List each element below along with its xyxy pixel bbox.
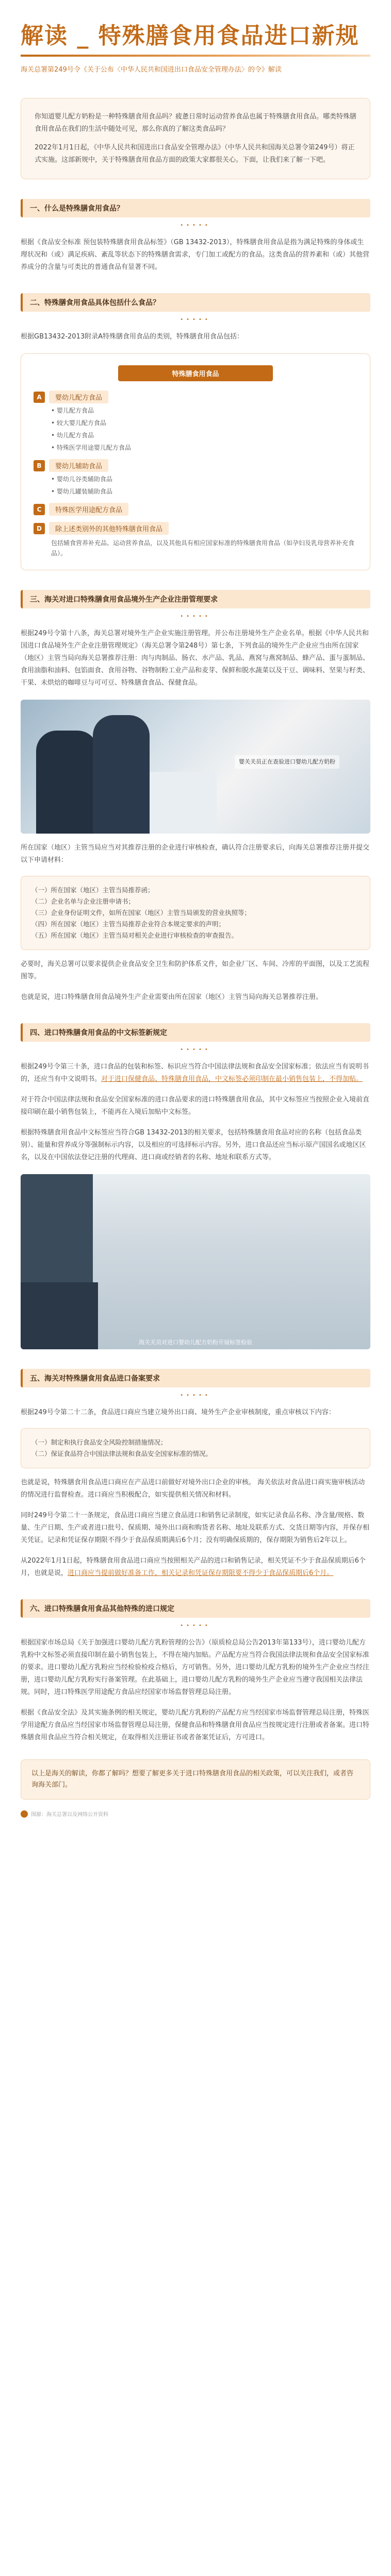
category-letter-badge: C (34, 504, 45, 515)
section-divider-dots: ••••• (180, 1047, 211, 1053)
section-paragraph: 根据《食品安全标准 预包装特殊膳食用食品标签》（GB 13432-2013），特殊膳食用食品是指为满足特殊的身体或生理状况和（或）满足疾病、紊乱等状态下的特殊膳食需求，专门加工或配方的食品。这类食品的营养素和（或）其他营养成分的含量与可类比的普通食品有显著不同。 (21, 239, 370, 271)
section-heading: 四、进口特殊膳食用食品的中文标签新规定 (21, 1023, 370, 1042)
section-divider-dots: ••••• (180, 614, 211, 619)
intro-paragraph-2: 2022年1月1日起，《中华人民共和国进出口食品安全管理办法》（中华人民共和国海关总署令第249号）将正式实施。这部新规中，关于特殊膳食用食品方面的政策大家都很关心。下面，让我们来了解一下吧。 (35, 144, 355, 164)
closing-note: 以上是海关的解读，你都了解吗？想要了解更多关于进口特殊膳食用食品的相关政策，可以关注我们，或者咨询海关部门。 (21, 1759, 370, 1800)
category-title: 除上述类别外的其他特殊膳食用食品 (49, 522, 169, 535)
section-paragraph: 对于符合中国法律法规和食品安全国家标准的进口食品要求的进口特殊膳食用食品，其中文标签应当按照企业入境前直接印刷在最小销售包装上，不能再在入境后加贴中文标签。 (21, 1096, 370, 1116)
section-divider-dots: ••••• (180, 1393, 211, 1398)
officer-figure (36, 731, 98, 834)
section-registration (21, 590, 370, 1004)
category-subitem: • 幼儿配方食品 (51, 432, 94, 439)
category-subitem: • 婴幼儿罐装辅助食品 (51, 488, 112, 495)
category-description: 包括辅食营养补充品、运动营养食品，以及其他具有相应国家标准的特殊膳食用食品（如孕妇及乳母营养补充食品）。 (51, 539, 355, 557)
category-item-b (34, 459, 357, 497)
category-subitem: • 较大婴儿配方食品 (51, 419, 106, 427)
title-underline (21, 55, 370, 57)
paragraph-text: 从2022年1月1日起，特殊膳食用食品进口商应当按照相关产品的进口和销售记录，相关凭证不少于食品保质期后6个月，也就是说， (21, 1557, 366, 1577)
section-paragraph: 根据249号令第二十二条，食品进口商应当建立境外出口商、境外生产企业审核制度，重点审核以下内容： (21, 1409, 335, 1416)
customs-inspection-photo (21, 700, 370, 834)
footer-source: 图源：海关总署以及网络公开资料 (31, 1812, 108, 1818)
section-paragraph: 同时249号令第二十一条规定，食品进口商应当建立食品进口和销售记录制度，如实记录食品名称、净含量/规格、数量、生产日期、生产或者进口批号、保质期、境外出口商和购货者名称、地址及联系方式、交货日期等内容，并保存相关凭证。记录和凭证保存期限不得少于食品保质期满后6个月；没有明确保质期的，保存期限为销售后2年以上。 (21, 1512, 370, 1544)
category-box-heading: 特殊膳食用食品 (118, 365, 273, 381)
photo-caption: 婴关关员正在查验进口婴幼儿配方奶粉 (235, 755, 339, 769)
source-icon (21, 1810, 28, 1818)
section-paragraph: 也就是说，进口特殊膳食用食品境外生产企业需要由所在国家（地区）主管当局向海关总署推荐注册。 (21, 993, 323, 1001)
section-heading: 一、什么是特殊膳食用食品？ (21, 199, 370, 217)
category-item-c (34, 503, 357, 516)
paragraph-text: 根据249号令第三十条，进口食品的包装和标签、标识应当符合中国法律法规和食品安全国家标准；依法应当有说明书的，还应当有中文说明书。 (21, 1063, 369, 1083)
requirements-list (21, 876, 370, 950)
category-letter-badge: A (34, 392, 45, 403)
category-box (21, 353, 370, 570)
page-title: 解读 _ 特殊膳食用食品进口新规 (21, 23, 360, 49)
section-paragraph: 根据《食品安全法》及其实施条例的相关规定，婴幼儿配方乳粉的产品配方应当经国家市场监督管理总局注册，特殊医学用途配方食品应当经国家市场监督管理总局注册，保健食品和特殊膳食用食品应当按规定进行注册或者备案。进口特殊膳食用食品应当符合相关规定，在取得相关注册证书或者备案凭证后，方可进口。 (21, 1709, 370, 1741)
section-divider-dots: ••••• (180, 1623, 211, 1629)
list-item: （一）制定和执行食品安全风险控制措施情况； (31, 1438, 167, 1446)
section-labeling (21, 1023, 370, 1349)
section-paragraph: 根据国家市场总局《关于加强进口婴幼儿配方乳粉管理的公告》（原质检总局公告2013年第133号），进口婴幼儿配方乳粉中文标签必须直接印制在最小销售包装上，不得在境内加贴。产品配方应当符合我国法律法规和食品安全国家标准的要求。进口婴幼儿配方乳粉应当经检验检疫合格后，方可销售。另外，进口婴幼儿配方乳粉的境外生产企业应当经注册，进口婴幼儿配方乳粉实行备案管理。在此基础上，进口婴幼儿配方乳粉的境外生产企业应当遵守我国相关法律法规。同时，进口特殊医学用途配方食品应经国家市场监督管理总局注册。 (21, 1639, 370, 1696)
section-paragraph (21, 1061, 370, 1086)
photo-caption: 海关关员对进口婴幼儿配方奶粉开展标签检验 (139, 1339, 252, 1346)
product-boxes (150, 772, 217, 834)
list-item: （二）企业名单与企业注册申请书； (31, 897, 135, 905)
category-title: 婴幼儿辅助食品 (49, 459, 108, 472)
highlighted-text: 进口商应当提前做好准备工作，相关记录和凭证保存期限要不得少于食品保质期后6个月。 (68, 1569, 334, 1577)
category-title: 婴幼儿配方食品 (49, 391, 108, 403)
section-heading: 六、进口特殊膳食用食品其他特殊的进口规定 (21, 1599, 370, 1618)
section-heading: 三、海关对进口特殊膳食用食品境外生产企业注册管理要求 (21, 590, 370, 608)
section-categories (21, 293, 370, 570)
category-item-a (34, 391, 357, 453)
audit-list (21, 1428, 370, 1468)
page-subtitle: 海关总署第249号令《关于公布〈中华人民共和国进出口食品安全管理办法〉的令》解读 (21, 66, 282, 74)
footer (21, 1810, 370, 1818)
intro-paragraph-1: 你知道婴儿配方奶粉是一种特殊膳食用食品吗？疲惫日常时运动营养食品也属于特殊膳食用食品。哪类特殊膳食用食品在我们的生活中随处可见，那么你真的了解这类食品吗？ (35, 113, 357, 133)
list-item: （一）所在国家（地区）主管当局推荐函； (31, 886, 154, 894)
list-item: （四）所在国家（地区）主管当局推荐企业符合本规定要求的声明； (31, 920, 225, 928)
category-letter-badge: D (34, 523, 45, 534)
section-paragraph: 根据GB13432-2013附录A特殊膳食用食品的类别，特殊膳食用食品包括： (21, 333, 244, 341)
section-divider-dots: ••••• (180, 223, 211, 228)
section-heading: 二、特殊膳食用食品具体包括什么食品？ (21, 293, 370, 312)
section-importer-records (21, 1369, 370, 1580)
section-paragraph: 所在国家（地区）主管当局应当对其推荐注册的企业进行审核检查，确认符合注册要求后，向海关总署推荐注册并提交以下申请材料： (21, 844, 370, 864)
officer-figure (93, 715, 150, 834)
category-subitem: • 婴儿配方食品 (51, 407, 94, 414)
section-other-rules (21, 1599, 370, 1744)
section-paragraph: 必要时，海关总署可以要求提供企业食品安全卫生和防护体系文件，如企业厂区、车间、冷库的平面图，以及工艺流程图等。 (21, 960, 370, 980)
officer-figure (21, 1174, 93, 1282)
intro-box (21, 98, 370, 179)
label-inspection-photo (21, 1174, 370, 1349)
section-paragraph: 根据特殊膳食用食品中文标签应当符合GB 13432-2013的相关要求，包括特殊膳食用食品对应的名称（包括食品类别）、能量和营养成分等强制标示内容，以及相应的可选择标示内容。另外，进口食品还应当标示原产国国名或地区区名，以及在中国依法登记注册的代理商、进口商或经销者的名称、地址和联系方式等。 (21, 1129, 366, 1161)
section-divider-dots: ••••• (180, 317, 211, 323)
category-subitem: • 婴幼儿谷类辅助食品 (51, 476, 112, 483)
section-heading: 五、海关对特殊膳食用食品进口备案要求 (21, 1369, 370, 1387)
list-item: （二）保证食品符合中国法律法规和食品安全国家标准的情况。 (31, 1450, 213, 1458)
category-letter-badge: B (34, 460, 45, 471)
category-subitem: • 特殊医学用途婴儿配方食品 (51, 444, 131, 451)
category-item-d (34, 522, 357, 558)
list-item: （五）所在国家（地区）主管当局对相关企业进行审核检查的审查报告。 (31, 931, 238, 939)
list-item: （三）企业身份证明文件，如所在国家（地区）主管当局颁发的营业执照等； (31, 909, 251, 917)
section-paragraph (21, 1555, 370, 1580)
section-paragraph: 根据249号令第十八条，海关总署对境外生产企业实施注册管理。并公布注册境外生产企业名单。根据《中华人民共和国进口食品境外生产企业注册管理规定》（海关总署令第248号）第七条，下列食品的境外生产企业应当由所在国家（地区）主管当局向海关总署推荐注册：肉与肉制品、肠衣、水产品、乳品、燕窝与燕窝制品、蜂产品、蛋与蛋制品、食用油脂和油料、包馅面食、食用谷物、谷物制粉工业产品和麦芽、保鲜和脱水蔬菜以及干豆、调味料、坚果与籽类、干果、未烘焙的咖啡豆与可可豆、特殊膳食食品、保健食品。 (21, 630, 370, 687)
highlighted-text: 对于进口保健食品、特殊膳食用食品，中文标签必须印制在最小销售包装上，不得加贴。 (101, 1075, 363, 1083)
article-header (21, 0, 370, 75)
section-paragraph: 也就是说，特殊膳食用食品进口商应在产品进口前做好对境外出口企业的审核。 海关依法对食品进口商实施审核活动的情况进行监督检查。进口商应当积极配合，如实提供相关情况和材料。 (21, 1479, 365, 1499)
category-title: 特殊医学用途配方食品 (49, 503, 128, 516)
section-what-is (21, 199, 370, 274)
